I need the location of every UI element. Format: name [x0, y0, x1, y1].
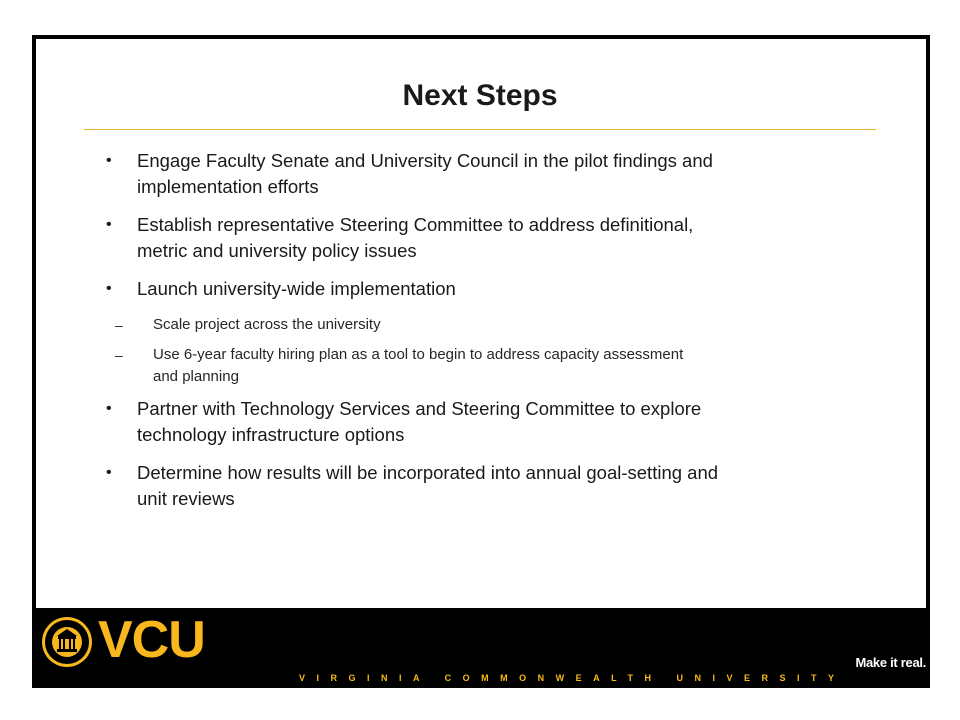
bullet-glyph: •	[106, 280, 112, 297]
bullet-list	[106, 148, 866, 524]
sub-bullet-line: Use 6-year faculty hiring plan as a tool to begin to address capacity assessment	[153, 346, 684, 363]
university-name: VIRGINIA COMMONWEALTH UNIVERSITY	[299, 673, 846, 683]
sub-bullet-line: Scale project across the university	[153, 316, 381, 333]
footer-bar	[32, 608, 930, 688]
bullet-glyph: •	[106, 216, 112, 233]
bullet-line: metric and university policy issues	[137, 240, 417, 261]
bullet-glyph: •	[106, 400, 112, 417]
bullet-item	[106, 396, 866, 448]
bullet-line: implementation efforts	[137, 176, 319, 197]
bullet-line: technology infrastructure options	[137, 424, 405, 445]
slide-title: Next Steps	[402, 79, 558, 112]
sub-bullet-line: and planning	[153, 368, 239, 385]
bullet-item	[106, 460, 866, 512]
vcu-logo: VCU	[98, 611, 205, 669]
bullet-item	[106, 276, 866, 302]
bullet-item	[106, 212, 866, 264]
bullet-glyph: •	[106, 464, 112, 481]
title-divider	[84, 129, 876, 130]
bullet-line: Engage Faculty Senate and University Council in the pilot findings and	[137, 150, 713, 171]
tagline: Make it real.	[855, 655, 926, 670]
bullet-line: Determine how results will be incorporated into annual goal-setting and	[137, 462, 719, 483]
sub-bullet-glyph: ‒	[115, 317, 123, 333]
bullet-item	[106, 148, 866, 200]
sub-bullet-item	[75, 344, 866, 388]
bullet-line: Partner with Technology Services and Steering Committee to explore	[137, 398, 702, 419]
bullet-line: Launch university-wide implementation	[137, 278, 456, 299]
sub-bullet-item	[75, 314, 866, 336]
university-seal-icon	[41, 616, 93, 668]
bullet-glyph: •	[106, 152, 112, 169]
bullet-line: Establish representative Steering Committee to address definitional,	[137, 214, 694, 235]
sub-bullet-glyph: ‒	[115, 347, 123, 363]
bullet-line: unit reviews	[137, 488, 235, 509]
